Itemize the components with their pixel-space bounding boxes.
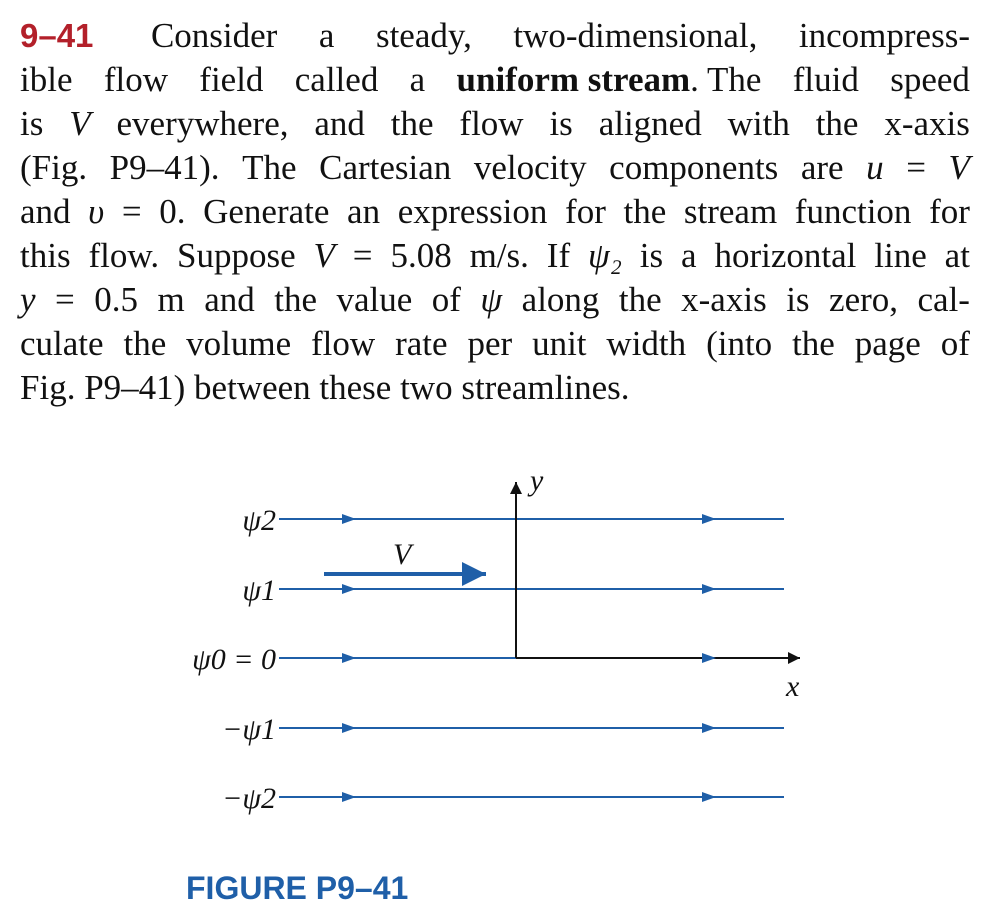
flow-arrow-icon <box>342 653 356 663</box>
x-axis-label: x <box>786 670 800 703</box>
word: = <box>352 236 373 275</box>
problem-line-5 <box>20 190 970 234</box>
label-psi0: ψ0 = 0 <box>192 643 276 676</box>
flow-arrow-icon <box>342 792 356 802</box>
word: a <box>318 16 335 55</box>
flow-arrow-icon <box>342 723 356 733</box>
word: ψ <box>480 280 503 319</box>
word: Generate <box>203 192 330 231</box>
word: function <box>794 192 912 231</box>
streamline-psi0 <box>279 653 516 663</box>
word: 0. <box>159 192 186 231</box>
word: at <box>944 236 970 275</box>
problem-line-2 <box>20 58 970 102</box>
word: cal- <box>917 280 970 319</box>
word: horizontal <box>714 236 857 275</box>
label-neg-psi2: −ψ2 <box>222 782 276 815</box>
word: m <box>157 280 185 319</box>
word: = <box>55 280 75 319</box>
word: incompress- <box>798 16 970 55</box>
flow-arrow-icon <box>342 514 356 524</box>
word: the <box>274 280 318 319</box>
flow-arrow-icon <box>702 514 716 524</box>
word: is <box>786 280 810 319</box>
flow-arrow-icon <box>702 792 716 802</box>
word: an <box>347 192 381 231</box>
word: culate <box>20 324 104 363</box>
problem-line-7 <box>20 278 970 322</box>
word: flow <box>103 60 168 99</box>
word: volume <box>186 324 292 363</box>
word: is <box>549 104 573 143</box>
word: a <box>681 236 697 275</box>
word: the <box>123 324 167 363</box>
streamline-psi2 <box>279 514 784 524</box>
word: y <box>20 280 36 319</box>
label-psi1: ψ1 <box>242 574 276 607</box>
word: ible <box>20 60 73 99</box>
word: flow. <box>88 236 160 275</box>
word: called <box>294 60 379 99</box>
problem-line-6 <box>20 234 970 278</box>
word: are <box>800 148 844 187</box>
word: V <box>313 236 335 275</box>
word: x-axis <box>681 280 767 319</box>
problem-line-9 <box>20 366 970 410</box>
word: V <box>948 148 970 187</box>
word: width <box>606 324 687 363</box>
word: flow <box>311 324 376 363</box>
flow-arrow-icon <box>702 723 716 733</box>
word: and <box>20 192 71 231</box>
problem-line-8 <box>20 322 970 366</box>
word: the <box>815 104 859 143</box>
word: Suppose <box>177 236 296 275</box>
streamline-psi1 <box>279 584 784 594</box>
stream-figure <box>0 460 990 860</box>
word: 5.08 <box>390 236 452 275</box>
word: along <box>521 280 600 319</box>
word: x-axis <box>884 104 970 143</box>
word: . The <box>690 60 762 99</box>
word: and <box>204 280 255 319</box>
word: a <box>409 60 426 99</box>
word: value <box>336 280 413 319</box>
word: = <box>906 148 926 187</box>
word: line <box>874 236 927 275</box>
word: steady, <box>375 16 472 55</box>
problem-number: 9–41 <box>20 17 94 54</box>
word: the <box>623 192 667 231</box>
streamline-neg-psi1 <box>279 723 784 733</box>
word: everywhere, <box>116 104 289 143</box>
word: the <box>618 280 662 319</box>
word: and <box>314 104 365 143</box>
word: rate <box>395 324 448 363</box>
word: speed <box>890 60 970 99</box>
word: for <box>929 192 970 231</box>
word: unit <box>532 324 587 363</box>
word: velocity <box>473 148 587 187</box>
word: field <box>199 60 264 99</box>
figure-caption: FIGURE P9–41 <box>186 870 409 906</box>
problem-line-1 <box>20 14 970 58</box>
word: is <box>639 236 664 275</box>
word: m/s. <box>469 236 529 275</box>
word: (into <box>706 324 773 363</box>
word: stream <box>683 192 778 231</box>
word: (Fig. <box>20 148 88 187</box>
word: If <box>546 236 571 275</box>
word: page <box>854 324 921 363</box>
word: per <box>467 324 513 363</box>
problem-text <box>20 14 970 410</box>
word: P9–41). <box>109 148 220 187</box>
word: is <box>20 104 44 143</box>
word: V <box>69 104 91 143</box>
word: expression <box>397 192 548 231</box>
word: aligned <box>598 104 702 143</box>
word: flow <box>459 104 524 143</box>
word: of <box>431 280 461 319</box>
bold-term-wrap <box>457 58 762 102</box>
flow-arrow-icon <box>702 653 716 663</box>
word: the <box>792 324 835 363</box>
word: this <box>20 236 71 275</box>
word: ψ₂ <box>588 236 622 275</box>
word: u <box>866 148 884 187</box>
word: components <box>609 148 779 187</box>
flow-arrow-icon <box>702 584 716 594</box>
problem-line-3 <box>20 102 970 146</box>
velocity-label: V <box>393 538 412 571</box>
problem-line-4 <box>20 146 970 190</box>
word: Cartesian <box>319 148 452 187</box>
word: 0.5 <box>94 280 139 319</box>
word: with <box>727 104 790 143</box>
last-line: Fig. P9–41) between these two streamlines. <box>20 368 630 407</box>
label-psi2: ψ2 <box>242 504 276 537</box>
word: the <box>390 104 434 143</box>
word: fluid <box>792 60 859 99</box>
word: zero, <box>829 280 899 319</box>
word: of <box>940 324 970 363</box>
y-axis-label: y <box>530 464 544 497</box>
label-neg-psi1: −ψ1 <box>222 713 276 746</box>
word: for <box>565 192 606 231</box>
word: Consider <box>150 16 278 55</box>
flow-arrow-icon <box>342 584 356 594</box>
streamline-neg-psi2 <box>279 792 784 802</box>
word: The <box>242 148 297 187</box>
word: υ <box>88 192 105 231</box>
word: = <box>121 192 142 231</box>
bold-term: uniform stream <box>456 60 691 99</box>
word: two-dimensional, <box>513 16 758 55</box>
